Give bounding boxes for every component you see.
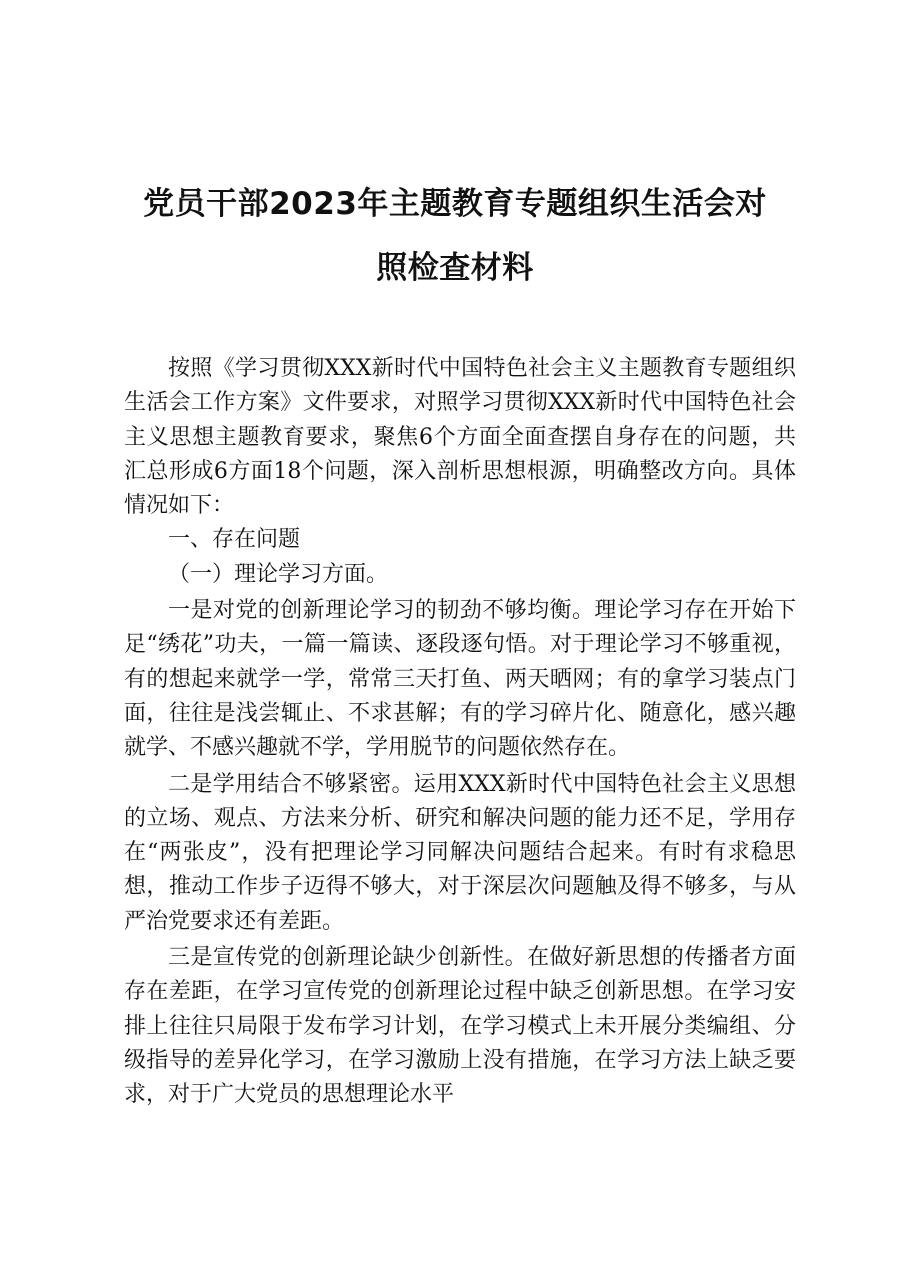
section-heading: 一、存在问题 xyxy=(168,527,301,553)
document-body xyxy=(124,352,796,1113)
document-title-line-2: 照检查材料 xyxy=(376,250,534,286)
issue-paragraph-3: 三是宣传党的创新理论缺少创新性。在做好新思想的传播者方面存在差距，在学习宣传党的创新理论过程中缺乏创新思想。在学习安排上往往只局限于发布学习计划，在学习模式上未开展分类编组、分级指导的差异化学习，在学习激励上没有措施，在学习方法上缺乏要求，对于广大党员的思想理论水平 xyxy=(124,945,796,1108)
document-title xyxy=(110,172,800,300)
issue-paragraph-1: 一是对党的创新理论学习的韧劲不够均衡。理论学习存在开始下足“绣花”功夫，一篇一篇读、逐段逐句悟。对于理论学习不够重视，有的想起来就学一学，常常三天打鱼、两天晒网；有的拿学习装点门面，往往是浅尝辄止、不求甚解；有的学习碎片化、随意化，感兴趣就学、不感兴趣就不学，学用脱节的问题依然存在。 xyxy=(124,598,796,761)
subsection-heading: （一）理论学习方面。 xyxy=(168,561,389,587)
issue-paragraph-2: 二是学用结合不够紧密。运用XXX新时代中国特色社会主义思想的立场、观点、方法来分析、研究和解决问题的能力还不足，学用存在“两张皮”，没有把理论学习同解决问题结合起来。有时有求稳思想，推动工作步子迈得不够大，对于深层次问题触及得不够多，与从严治党要求还有差距。 xyxy=(124,771,796,934)
document-title-line-1: 党员干部2023年主题教育专题组织生活会对 xyxy=(143,186,767,222)
intro-paragraph: 按照《学习贯彻XXX新时代中国特色社会主义主题教育专题组织生活会工作方案》文件要求，对照学习贯彻XXX新时代中国特色社会主义思想主题教育要求，聚焦6个方面全面查摆自身存在的问题，共汇总形成6方面18个问题，深入剖析思想根源，明确整改方向。具体情况如下： xyxy=(124,356,796,519)
